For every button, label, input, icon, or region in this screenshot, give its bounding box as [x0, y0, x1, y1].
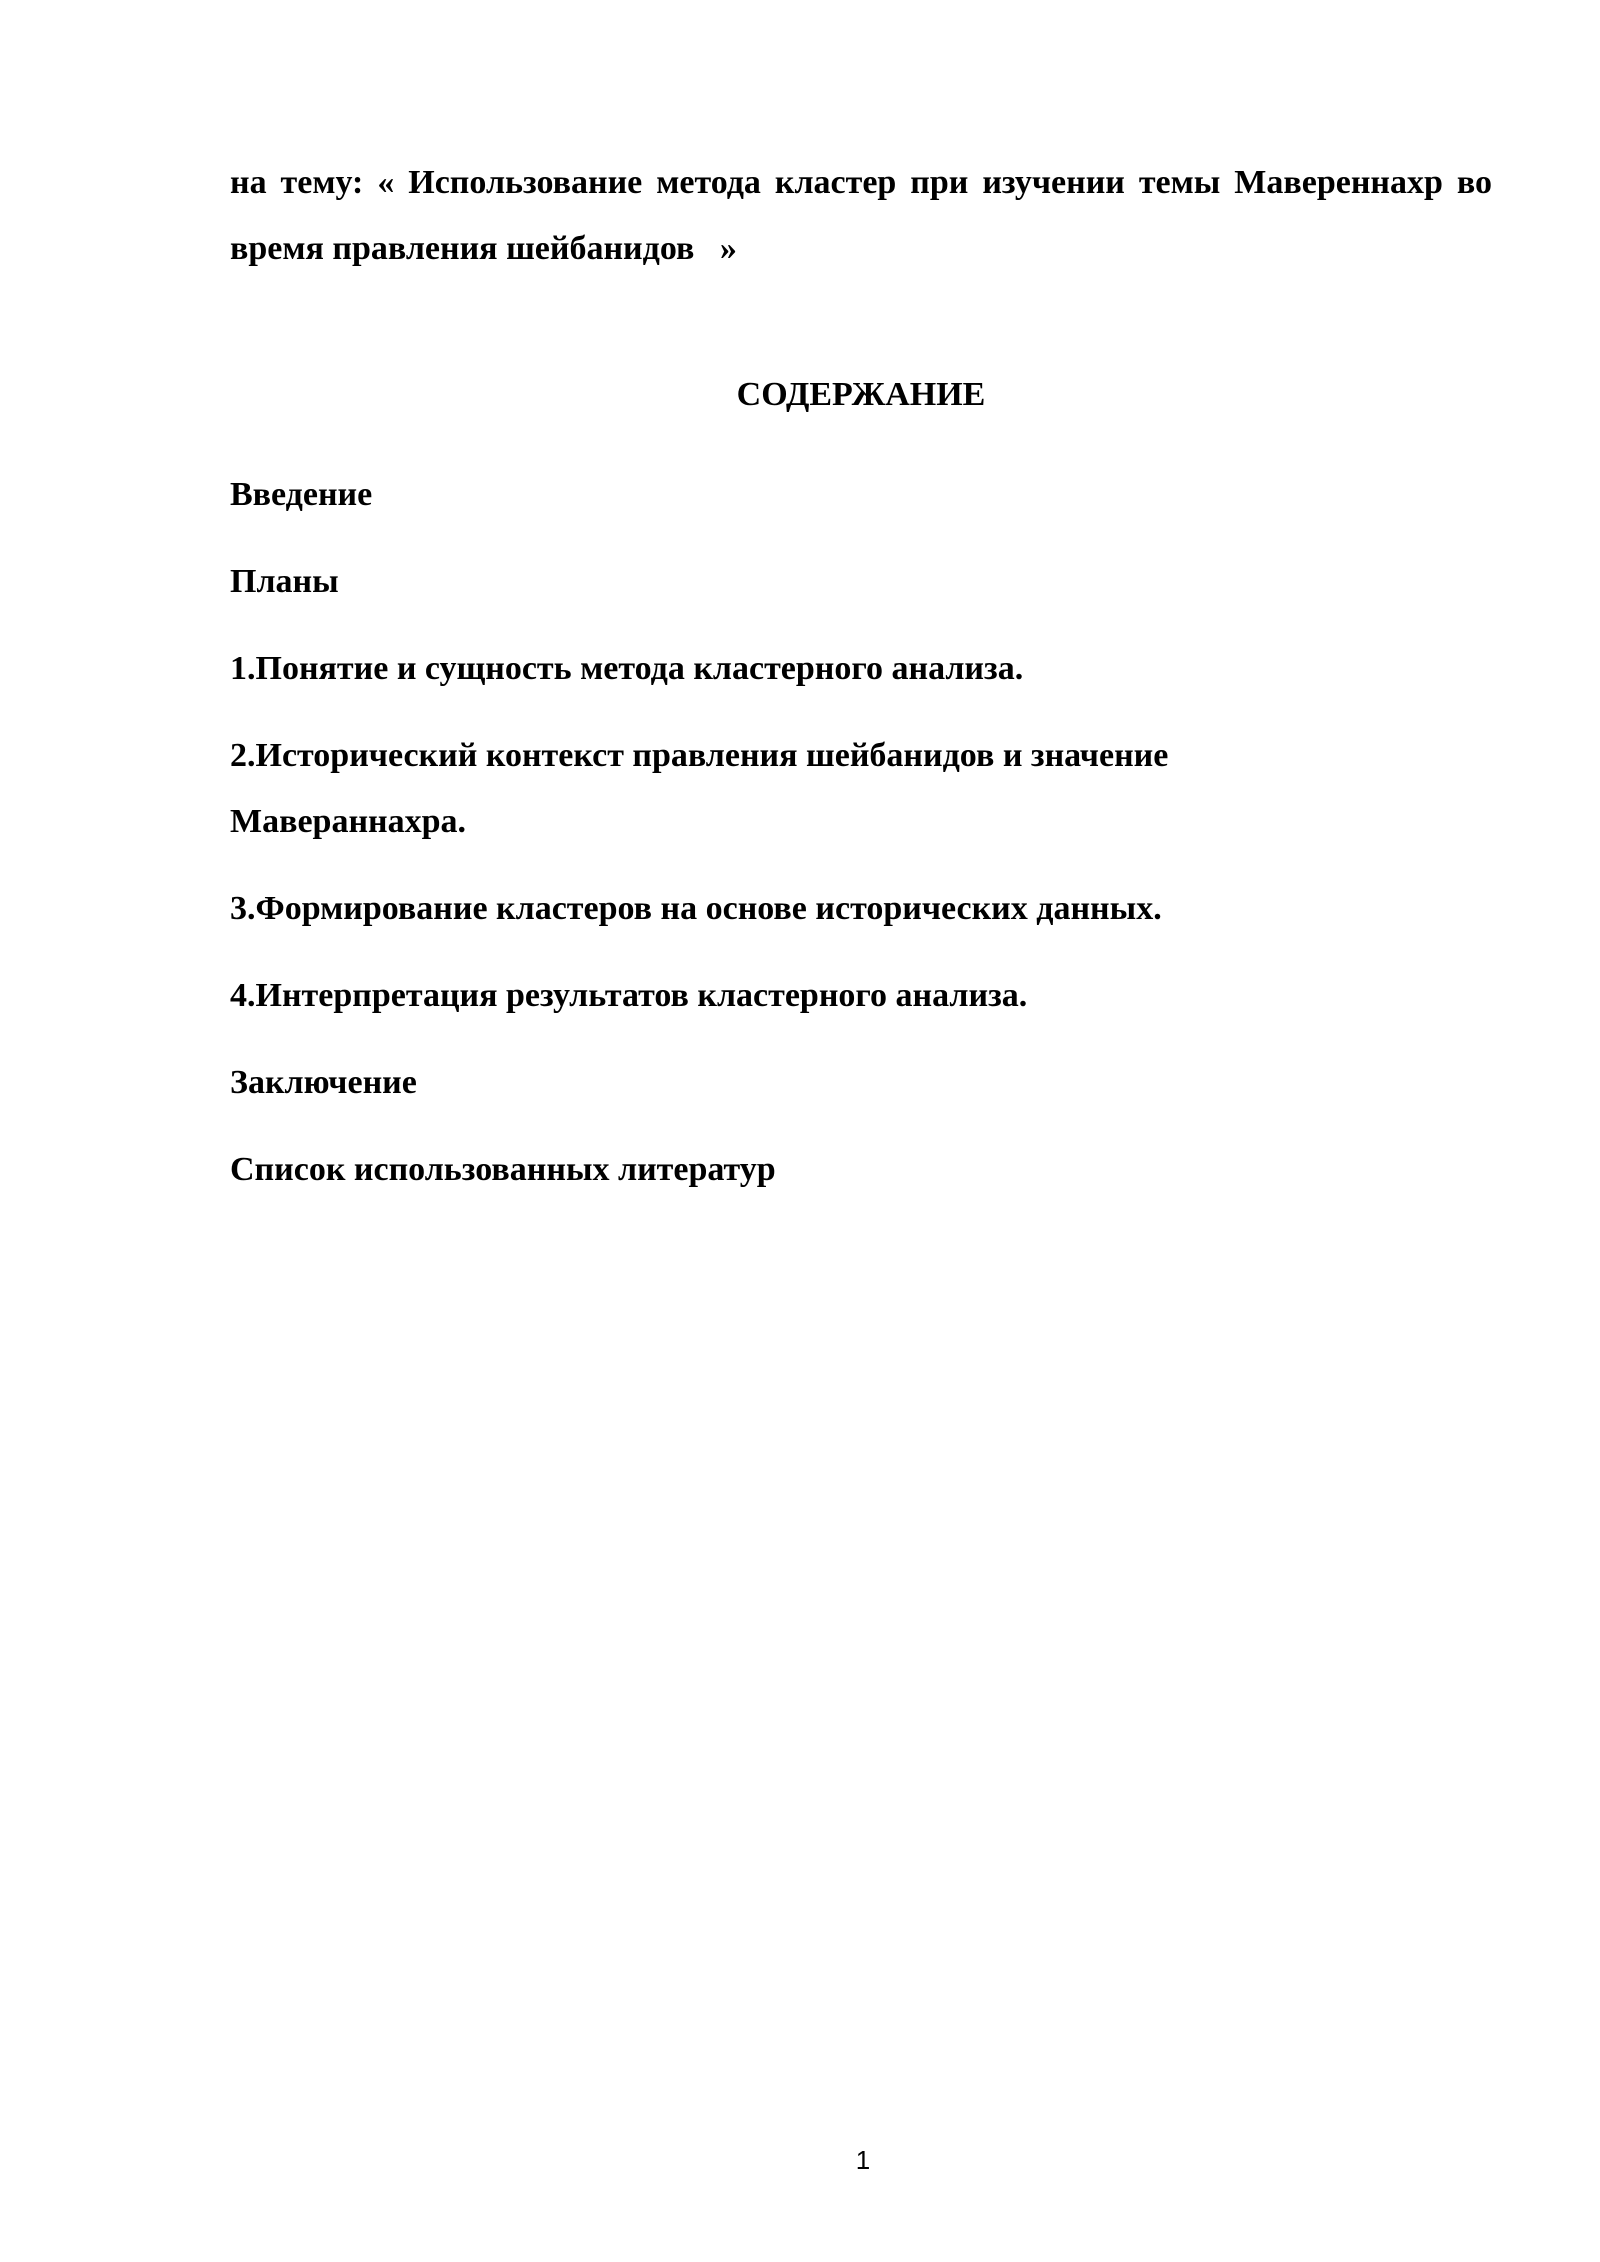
document-topic: на тему: « Использование метода кластер при изучении темы Мавереннахр во время правления шейбанидов » — [230, 164, 1501, 267]
toc-item-4: 4.Интерпретация результатов кластерного анализа. — [230, 977, 1028, 1014]
toc-item-3: 3.Формирование кластеров на основе исторических данных. — [230, 890, 1162, 927]
toc-item-conclusion: Заключение — [230, 1064, 417, 1101]
toc-item-references: Список использованных литератур — [230, 1151, 776, 1188]
toc-item-1: 1.Понятие и сущность метода кластерного анализа. — [230, 650, 1024, 687]
toc-item-introduction: Введение — [230, 476, 373, 513]
toc-item-plans: Планы — [230, 563, 339, 600]
table-of-contents — [230, 462, 1492, 1224]
page-number: 1 — [855, 2145, 871, 2175]
toc-item-2: 2.Исторический контекст правления шейбанидов и значение Мавераннахра. — [230, 737, 1169, 840]
toc-heading: СОДЕРЖАНИЕ — [736, 376, 986, 413]
page-content — [230, 150, 1501, 1188]
